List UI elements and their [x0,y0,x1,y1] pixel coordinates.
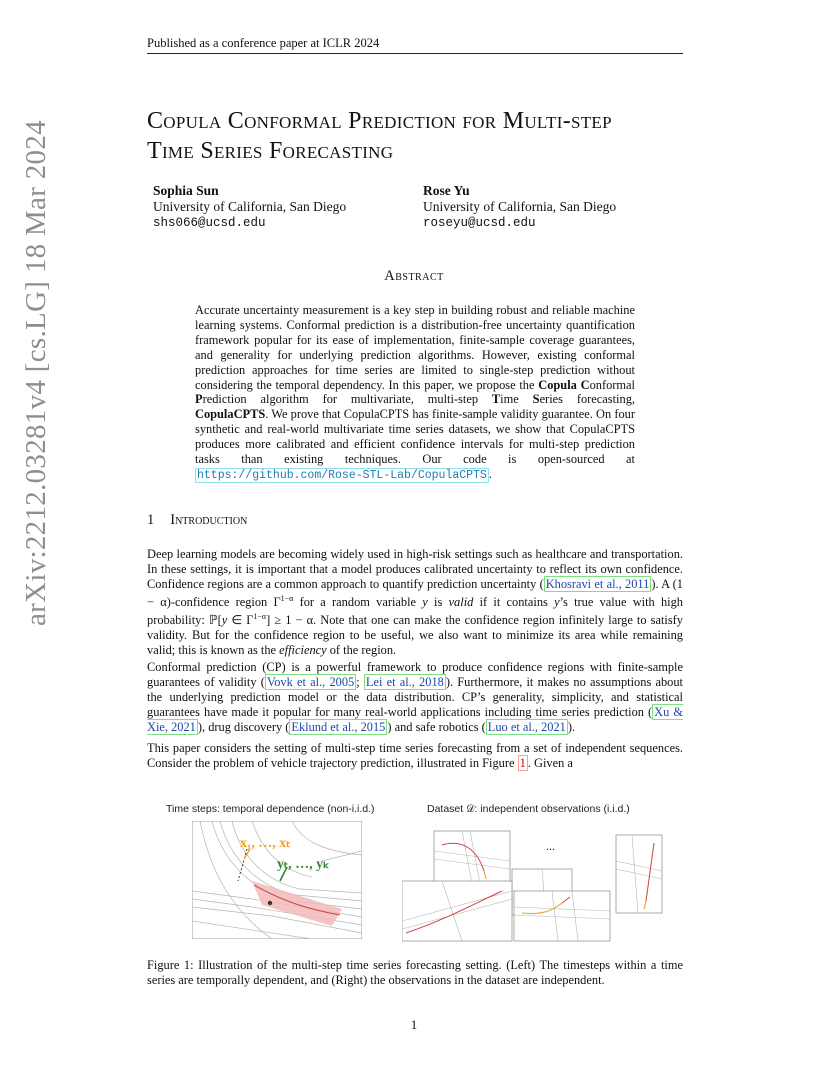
page-number: 1 [410,1017,418,1032]
citation-link[interactable]: Luo et al., 2021 [487,719,566,734]
history-label: x₁, …, xₜ [240,836,291,851]
arxiv-watermark: arXiv:2212.03281v4 [cs.LG] 18 Mar 2024 [20,120,52,626]
sample-1 [434,831,510,883]
vehicle-point [268,901,272,905]
citation-link[interactable]: Khosravi et al., 2011 [545,576,650,591]
author-name: Sophia Sun [153,183,219,198]
figure-caption: Figure 1: Illustration of the multi-step time series forecasting setting. (Left) The timesteps within a time series are temporally dependent, and (Right) the observations in the dataset are independent. [147,958,683,987]
title-line-2: Time Series Forecasting [147,138,394,164]
figure-reference-link[interactable]: 1 [519,755,526,770]
section-heading [147,512,247,529]
figure-1 [162,801,672,943]
author-affiliation: University of California, San Diego [423,199,617,214]
right-dataset-panel [402,821,672,943]
more-samples-ellipsis: ... [546,839,555,853]
figure-left-title: Time steps: temporal dependence (non-i.i.d.) [166,803,375,815]
author-email[interactable]: roseyu@ucsd.edu [423,216,536,230]
author-block-1 [153,183,346,231]
author-block-2 [423,183,616,231]
abstract-body: Accurate uncertainty measurement is a key step in building robust and reliable machine learning systems. Conformal prediction is a distribution-free uncertainty quantification framework popular for its ease of implementation, finite-sample coverage guarantees, and generality for underlying prediction algorithms. However, existing conformal prediction approaches for time series are limited to single-step prediction without considering the temporal dependency. In this paper, we propose the Copula Conformal Prediction algorithm for multivariate, multi-step Time Series forecasting, CopulaCPTS. We prove that CopulaCPTS has finite-sample validity guarantee. On four synthetic and real-world multivariate time series datasets, we show that CopulaCPTS produces more calibrated and efficient confidence intervals for multi-step prediction tasks than existing techniques. Our code is open-sourced at https://github.com/Rose-STL-Lab/CopulaCPTS . [195,303,635,482]
author-affiliation: University of California, San Diego [153,199,347,214]
section-title: Introduction [170,512,248,528]
sample-2 [616,835,662,913]
citation-link[interactable]: Lei et al., 2018 [365,674,444,689]
prediction-label: yₜ, …, yₖ [277,857,330,872]
intro-paragraph-2: Conformal prediction (CP) is a powerful framework to produce confidence regions with finite-sample guarantees of validity ( Vovk et al., 2005 ; Lei et al., 2018 ). Furthermore, it makes no assumptions about the underlying prediction model or the data distribution. CP’s generality, simplicity, and statistical guarantees have made it popular for many real-world applications including time series prediction ( Xu & Xie, 2021 ), drug discovery ( Eklund et al., 2015 ) and safe robotics ( Luo et al., 2021 ). [147,660,683,734]
citation-link[interactable]: Vovk et al., 2005 [266,674,355,689]
citation-link[interactable]: Xu & Xie, 2021 [147,704,683,734]
section-number: 1 [147,512,155,528]
header-rule [147,53,683,54]
intro-paragraph-1: Deep learning models are becoming widely used in high-risk settings such as healthcare and transportation. In these settings, it is important that a model produces calibrated uncertainty to reflect its own confidence. Confidence regions are a common approach to quantify prediction uncertainty ( Khosravi et al., 2011 ). A (1 − α)-confidence region $\Gamma^{1-\alpha}$ for a random variable y is valid if it contains y’s true value with high probability: ℙ[y ∈ $\Gamma^{1-\alpha}] \ge 1 - \alpha$. Note that one can make the confidence region infinitely large to satisfy validity. But for the confidence region to be useful, we also want to minimize its area while remaining valid; this is known as the efficiency of the region. [147,547,684,657]
citation-link[interactable]: Eklund et al., 2015 [291,719,386,734]
figure-right-title: Dataset 𝒟: independent observations (i.i.d.) [427,803,630,815]
intro-paragraph-3: This paper considers the setting of multi-step time series forecasting from a set of independent sequences. Consider the problem of vehicle trajectory prediction, illustrated in Figure 1 . Given a [147,741,683,770]
author-email[interactable]: shs066@ucsd.edu [153,216,266,230]
sample-4 [402,881,512,941]
abstract-heading: Abstract [384,268,444,284]
paper-title [147,106,707,166]
running-header: Published as a conference paper at ICLR 2024 [147,36,380,50]
sample-5 [514,891,610,941]
code-link[interactable]: https://github.com/Rose-STL-Lab/CopulaCPTS [197,468,487,482]
title-line-1: Copula Conformal Prediction for Multi-step [147,108,612,134]
author-name: Rose Yu [423,183,470,198]
